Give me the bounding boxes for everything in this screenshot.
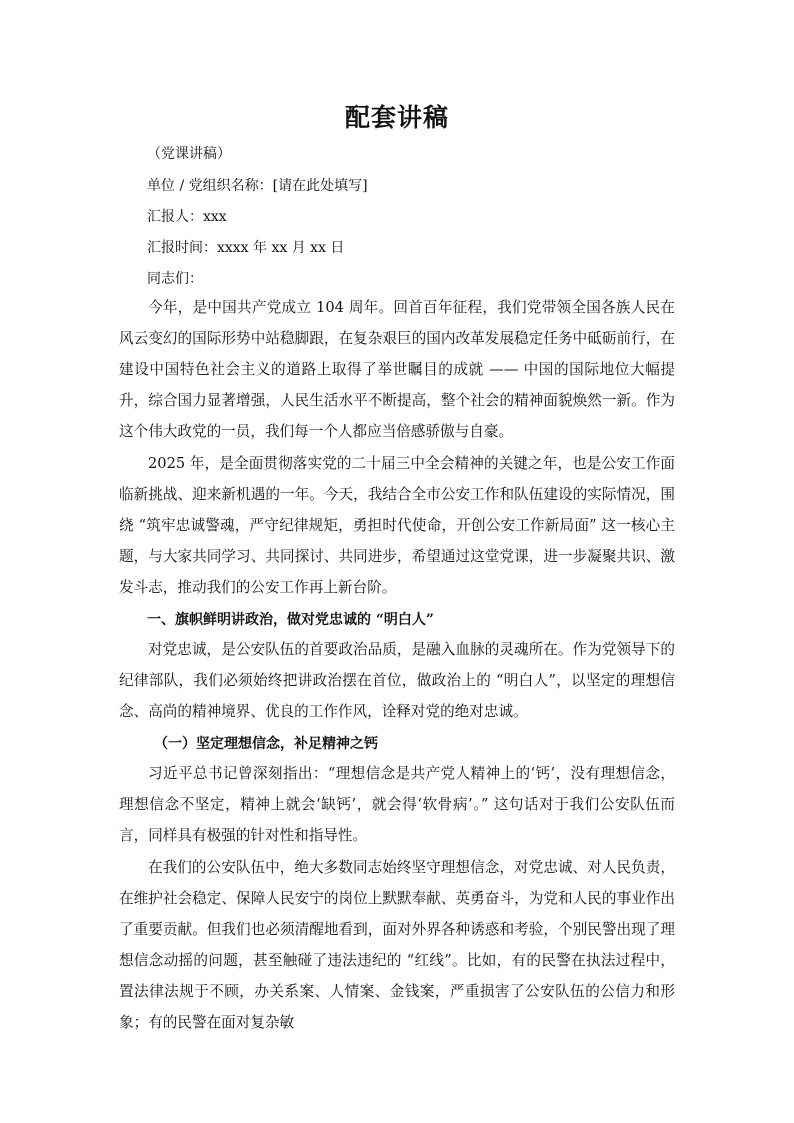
paragraph-loyalty: 对党忠诚，是公安队伍的首要政治品质，是融入血脉的灵魂所在。作为党领导下的纪律部队，我们必须始终把讲政治摆在首位，做政治上的 “明白人”，以坚定的理想信念、高尚的精神境界、优良的工作作风，诠释对党的绝对忠诚。 (119, 641, 675, 720)
paragraph-theme: 2025 年，是全面贯彻落实党的二十届三中全会精神的关键之年，也是公安工作面临新挑战、迎来新机遇的一年。今天，我结合全市公安工作和队伍建设的实际情况，围绕 “筑牢忠诚警魂，严守纪律规矩，勇担时代使命，开创公安工作新局面” 这一核心主题，与大家共同学习、共同探讨、共同进步，希望通过这堂党课，进一步凝聚共识、激发斗志，推动我们的公安工作再上新台阶。 (119, 455, 675, 596)
paragraph-intro: 今年，是中国共产党成立 104 周年。回首百年征程，我们党带领全国各族人民在风云变幻的国际形势中站稳脚跟，在复杂艰巨的国内改革发展稳定任务中砥砺前行，在建设中国特色社会主义的道路上取得了举世瞩目的成就 —— 中国的国际地位大幅提升，综合国力显著增强，人民生活水平不断提高，整个社会的精神面貌焕然一新。作为这个伟大政党的一员，我们每一个人都应当倍感骄傲与自豪。 (119, 299, 675, 440)
paragraph-discipline: 在我们的公安队伍中，绝大多数同志始终坚守理想信念，对党忠诚、对人民负责，在维护社会稳定、保障人民安宁的岗位上默默奉献、英勇奋斗，为党和人民的事业作出了重要贡献。但我们也必须清醒地看到，面对外界各种诱惑和考验，个别民警出现了理想信念动摇的问题，甚至触碰了违法违纪的 “红线”。比如，有的民警在执法过程中，置法律法规于不顾，办关系案、人情案、金钱案，严重损害了公安队伍的公信力和形象；有的民警在面对复杂敏 (119, 859, 675, 1031)
report-time-line: 汇报时间：xxxx 年 xx 月 xx 日 (147, 240, 345, 256)
document-subtitle: （党课讲稿） (147, 146, 231, 162)
section-heading-1: 一、旗帜鲜明讲政治，做对党忠诚的 “明白人” (147, 612, 434, 628)
greeting: 同志们： (147, 271, 203, 287)
subsection-heading-1-1: （一）坚定理想信念，补足精神之钙 (154, 736, 378, 752)
reporter-line: 汇报人：xxx (147, 209, 227, 225)
document-title: 配套讲稿 (344, 103, 449, 132)
paragraph-quote: 习近平总书记曾深刻指出：“理想信念是共产党人精神上的‘钙’，没有理想信念，理想信念不坚定，精神上就会‘缺钙’，就会得‘软骨病’。” 这句话对于我们公安队伍而言，同样具有极强的针对性和指导性。 (119, 765, 675, 844)
unit-line: 单位 / 党组织名称：[请在此处填写] (147, 178, 368, 194)
